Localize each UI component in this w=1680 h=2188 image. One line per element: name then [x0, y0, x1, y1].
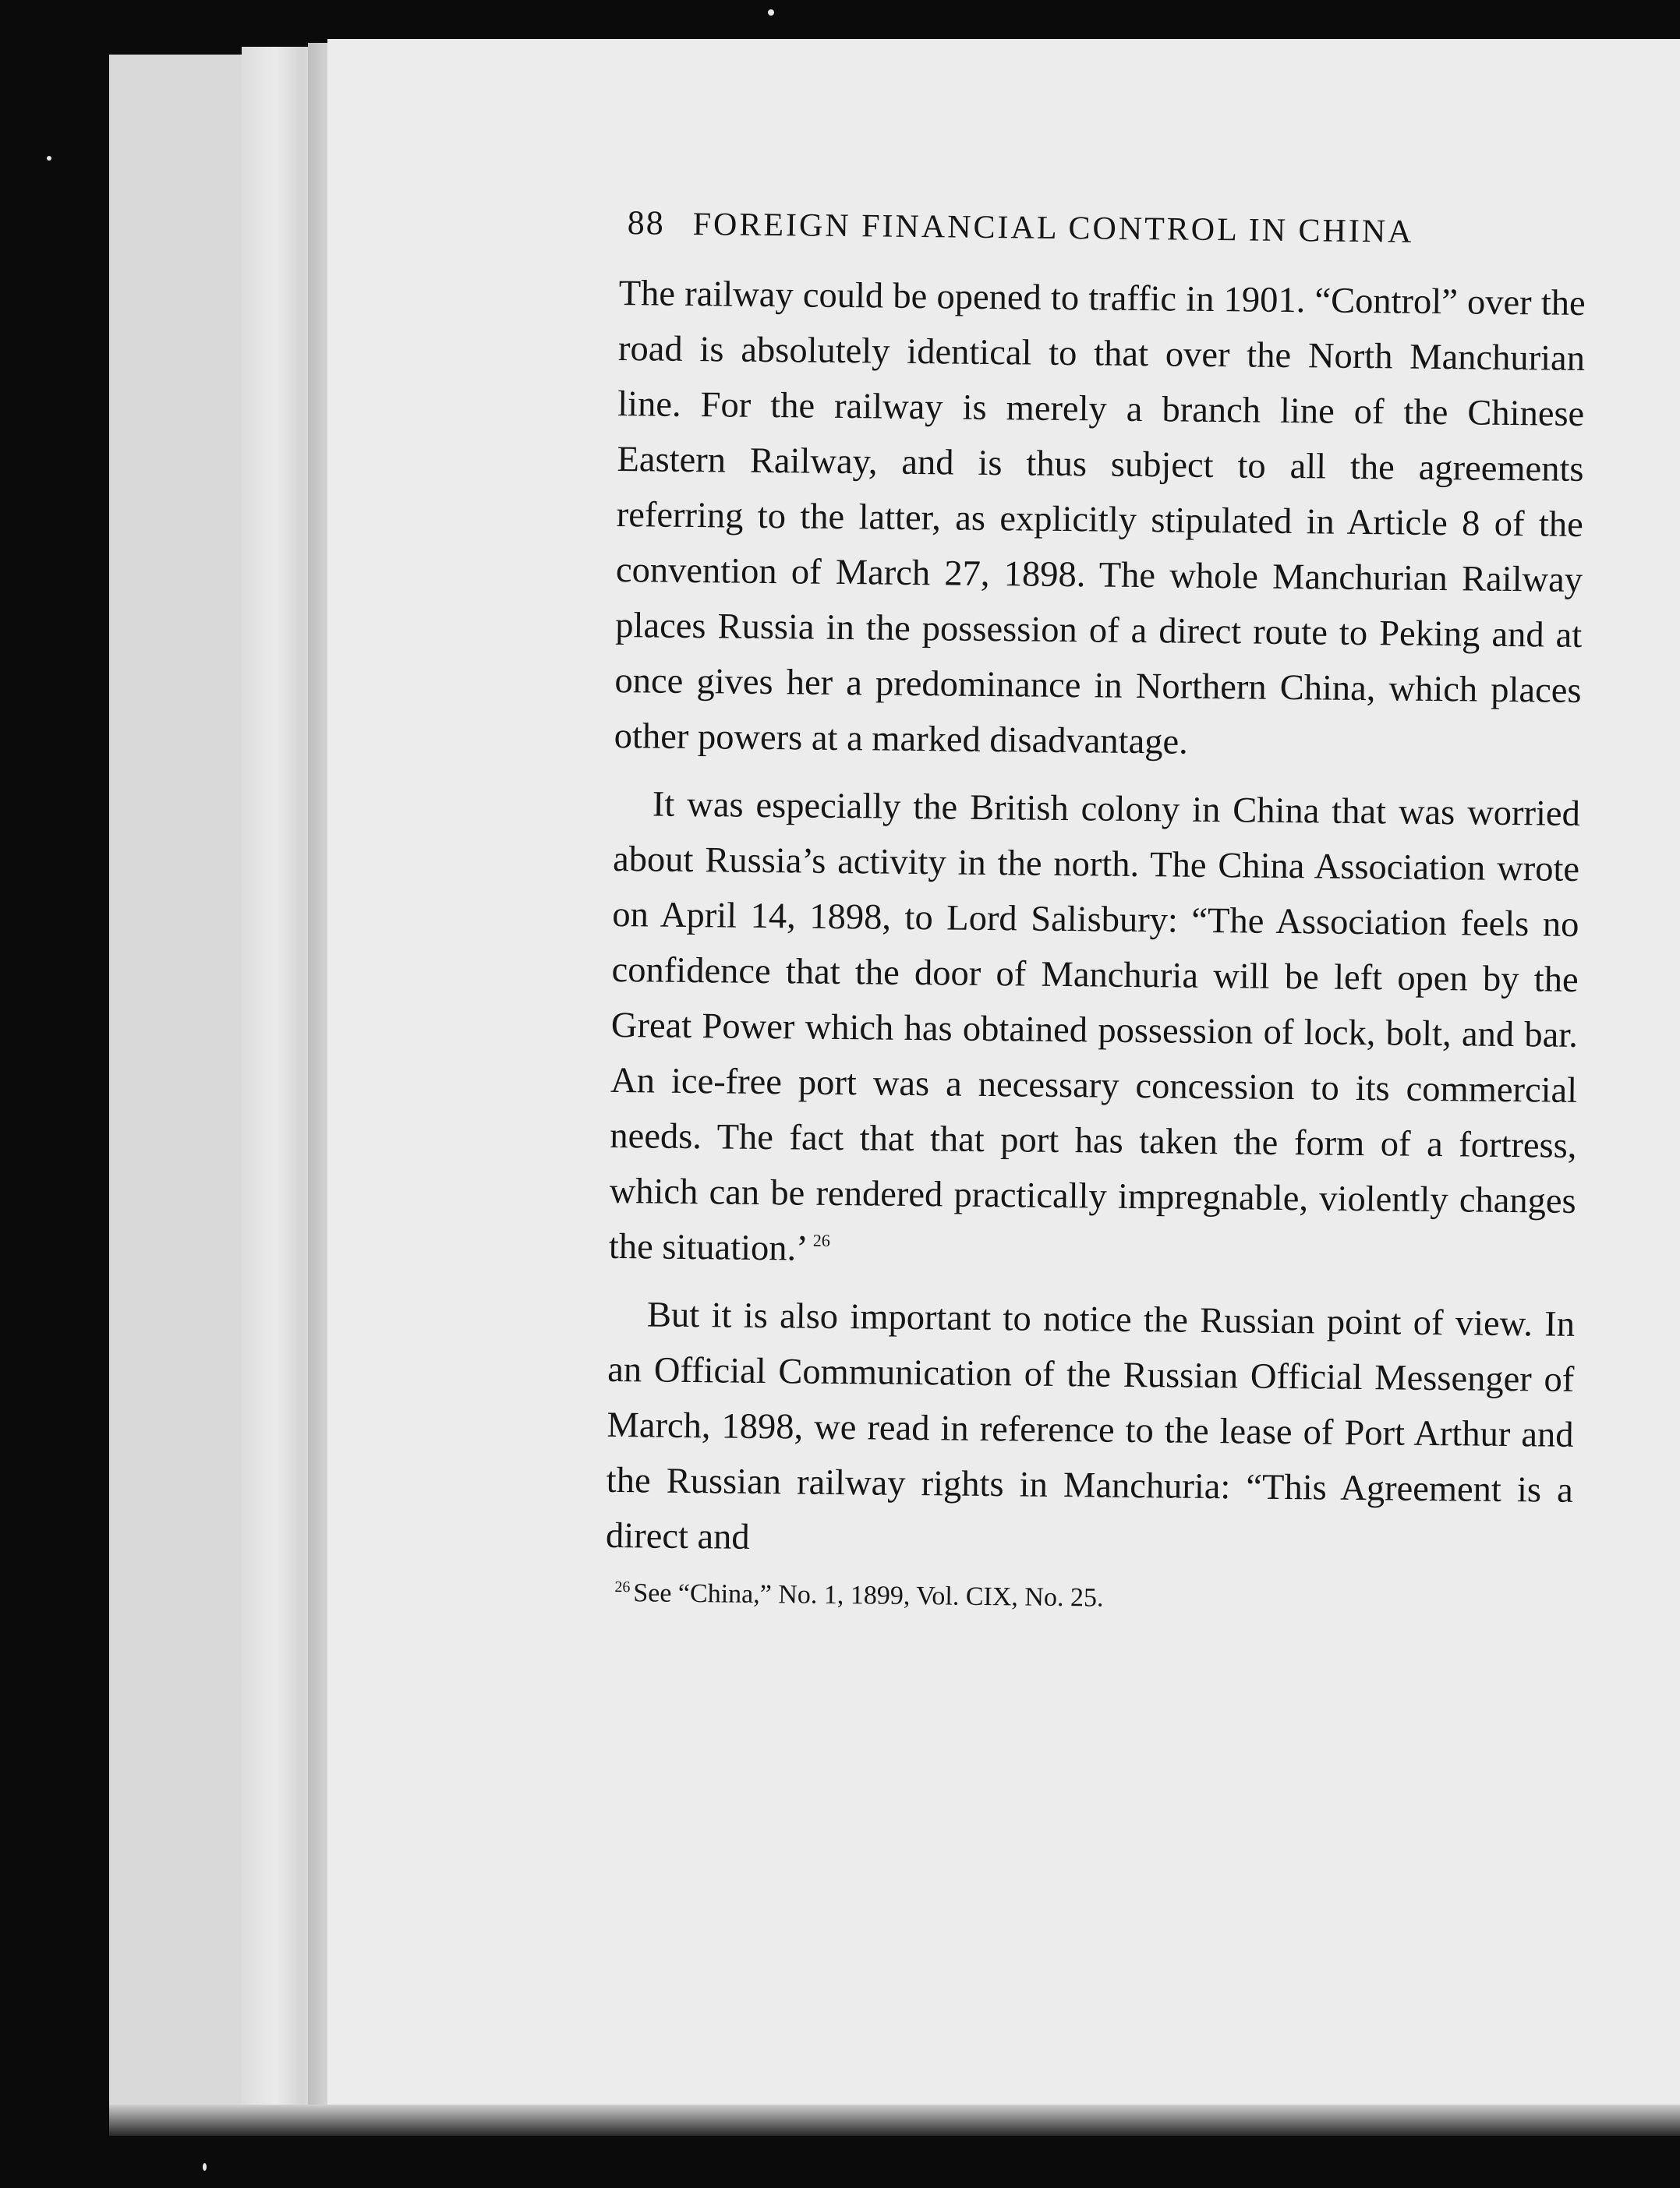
paragraph-1: The railway could be opened to traffic in 1901. “Control” over the road is absolutely identical to that over the North Manchurian line. For the railway is merely a branch line of the Chinese Eastern Railway, and is thus subject to all the agreements referring to the latter, as explicitly stipulated in Article 8 of the convention of March 27, 1898. The whole Manchurian Railway places Russia in the possession of a direct route to Peking and at once gives her a predominance in Northern China, which places other powers at a marked disadvantage. — [614, 273, 1586, 762]
running-title: FOREIGN FINANCIAL CONTROL IN CHINA — [692, 206, 1414, 250]
footnote-text: See “China,” No. 1, 1899, Vol. CIX, No. 25. — [633, 1578, 1104, 1613]
dust-speck — [47, 156, 51, 161]
dust-speck — [203, 2163, 207, 2171]
paragraph-2 — [609, 776, 1581, 1285]
page-number: 88 — [627, 203, 665, 242]
page-bottom-shadow — [109, 2105, 1680, 2136]
paragraph-3: But it is also important to notice the Russian point of view. In an Official Communication of the Russian Official Messenger of March, 1898, we read in reference to the lease of Port Arthur and the Russian railway rights in Manchuria: “This Agreement is a direct and — [605, 1295, 1576, 1557]
text-block — [605, 203, 1586, 1622]
footnote-number: 26 — [614, 1578, 631, 1596]
paragraph-2-text: It was especially the British colony in China that was worried about Russia’s activity in the north. The China Association wrote on April 14, 1898, to Lord Salisbury: “The Association feels no confidence that the door of Manchuria will be left open by the Great Power which has obtained possession of lock, bolt, and bar. An ice-free port was a necessary concession to its commercial needs. The fact that that port has taken the form of a fortress, which can be rendered practically impregnable, violently changes the situation.’ — [608, 784, 1581, 1269]
dust-speck — [768, 9, 774, 16]
footnote-reference: 26 — [812, 1230, 830, 1250]
